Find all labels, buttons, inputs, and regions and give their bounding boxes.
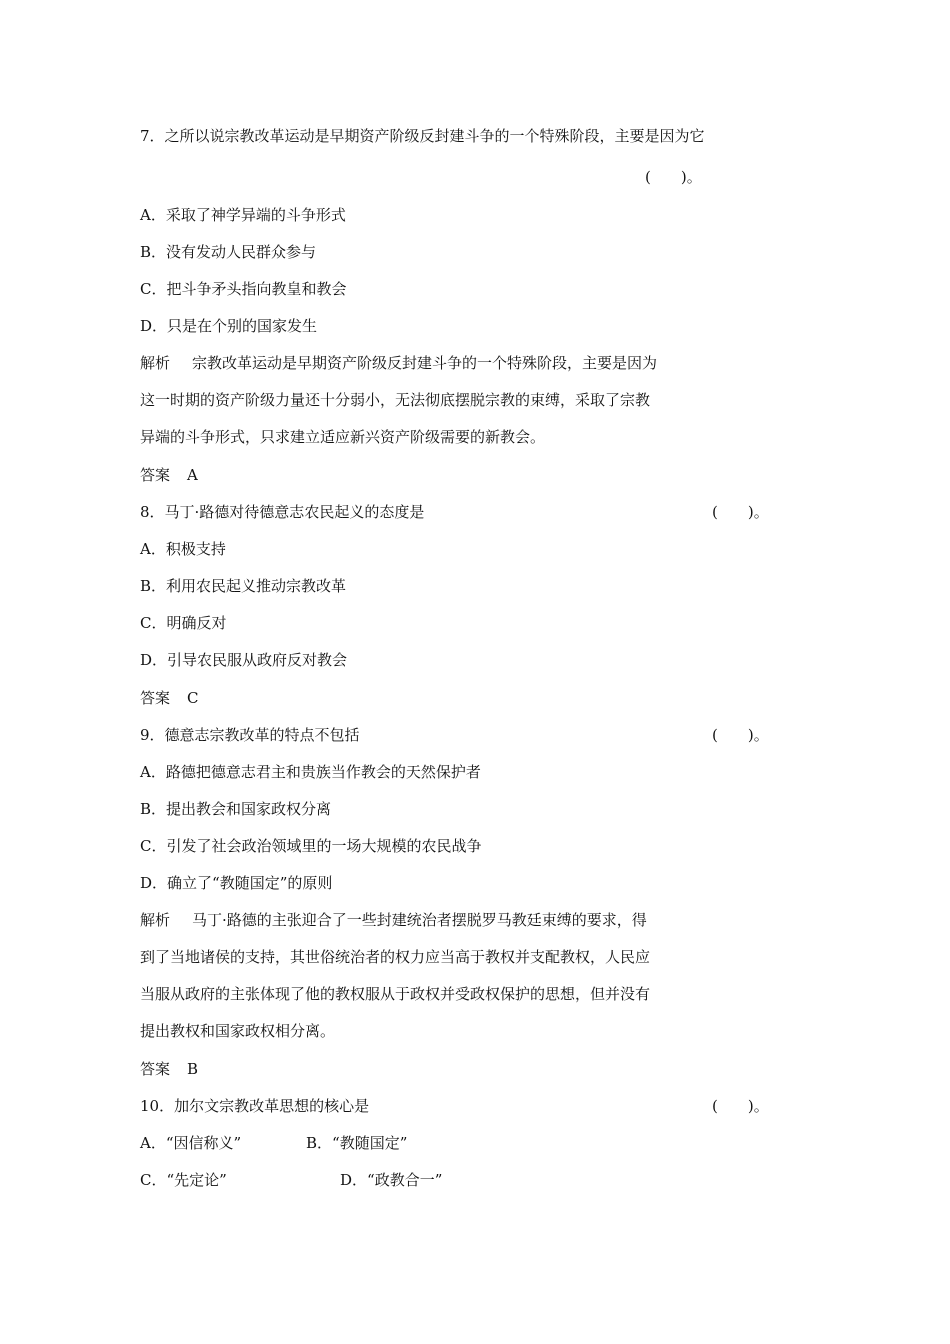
question-7-option-d: D．只是在个别的国家发生 — [140, 317, 318, 335]
question-7-explanation-line-1: 解析 宗教改革运动是早期资产阶级反封建斗争的一个特殊阶段，主要是因为 — [140, 354, 658, 372]
question-7-explanation-line-3: 异端的斗争形式，只求建立适应新兴资产阶级需要的新教会。 — [140, 428, 546, 446]
question-7-option-b: B．没有发动人民群众参与 — [140, 243, 317, 261]
question-8-answer — [140, 688, 198, 708]
question-9-answer-value: B — [187, 1060, 199, 1078]
question-9-explanation-line-2: 到了当地诸侯的支持，其世俗统治者的权力应当高于教权并支配教权，人民应 — [140, 948, 651, 966]
question-8-option-d: D．引导农民服从政府反对教会 — [140, 651, 348, 669]
question-9-answer-label: 答案 — [140, 1060, 171, 1078]
question-9-answer — [140, 1059, 198, 1079]
question-7-explanation-label: 解析 — [140, 354, 171, 372]
question-10-option-a: A．“因信称义” — [140, 1134, 242, 1152]
question-7-answer-value: A — [187, 466, 198, 484]
question-8-stem: 8．马丁·路德对待德意志农民起义的态度是 — [140, 503, 425, 521]
question-8-answer-label: 答案 — [140, 689, 171, 707]
question-7-answer — [140, 465, 198, 485]
question-10-answer-blank: ( )。 — [712, 1097, 769, 1115]
question-7-option-a: A．采取了神学异端的斗争形式 — [140, 206, 346, 224]
question-8-option-b: B．利用农民起义推动宗教改革 — [140, 577, 347, 595]
question-9-answer-blank: ( )。 — [712, 726, 769, 744]
question-9-option-d: D．确立了“教随国定”的原则 — [140, 874, 333, 892]
question-10-option-d: D．“政教合一” — [340, 1171, 443, 1189]
question-10-option-b: B．“教随国定” — [306, 1134, 408, 1152]
question-9-explanation-line-1: 解析 马丁·路德的主张迎合了一些封建统治者摆脱罗马教廷束缚的要求，得 — [140, 911, 647, 929]
question-8-answer-blank: ( )。 — [712, 503, 769, 521]
question-9-explanation-line-3: 当服从政府的主张体现了他的教权服从于政权并受政权保护的思想，但并没有 — [140, 985, 651, 1003]
question-10-option-c: C．“先定论” — [140, 1171, 227, 1189]
question-10-stem: 10．加尔文宗教改革思想的核心是 — [140, 1097, 370, 1115]
question-7-answer-blank: ( )。 — [645, 168, 702, 186]
question-9-option-b: B．提出教会和国家政权分离 — [140, 800, 332, 818]
question-9-explanation-line-4: 提出教权和国家政权相分离。 — [140, 1022, 336, 1040]
question-8-option-a: A．积极支持 — [140, 540, 226, 558]
question-8-answer-value: C — [187, 689, 199, 707]
question-7-stem: 7．之所以说宗教改革运动是早期资产阶级反封建斗争的一个特殊阶段，主要是因为它 — [140, 127, 705, 145]
question-8-option-c: C．明确反对 — [140, 614, 227, 632]
question-9-stem: 9．德意志宗教改革的特点不包括 — [140, 726, 360, 744]
question-7-option-c: C．把斗争矛头指向教皇和教会 — [140, 280, 347, 298]
question-7-answer-label: 答案 — [140, 466, 171, 484]
question-7-explanation-line-2: 这一时期的资产阶级力量还十分弱小，无法彻底摆脱宗教的束缚，采取了宗教 — [140, 391, 651, 409]
question-9-option-c: C．引发了社会政治领域里的一场大规模的农民战争 — [140, 837, 482, 855]
question-9-explanation-label: 解析 — [140, 911, 171, 929]
question-9-option-a: A．路德把德意志君主和贵族当作教会的天然保护者 — [140, 763, 481, 781]
